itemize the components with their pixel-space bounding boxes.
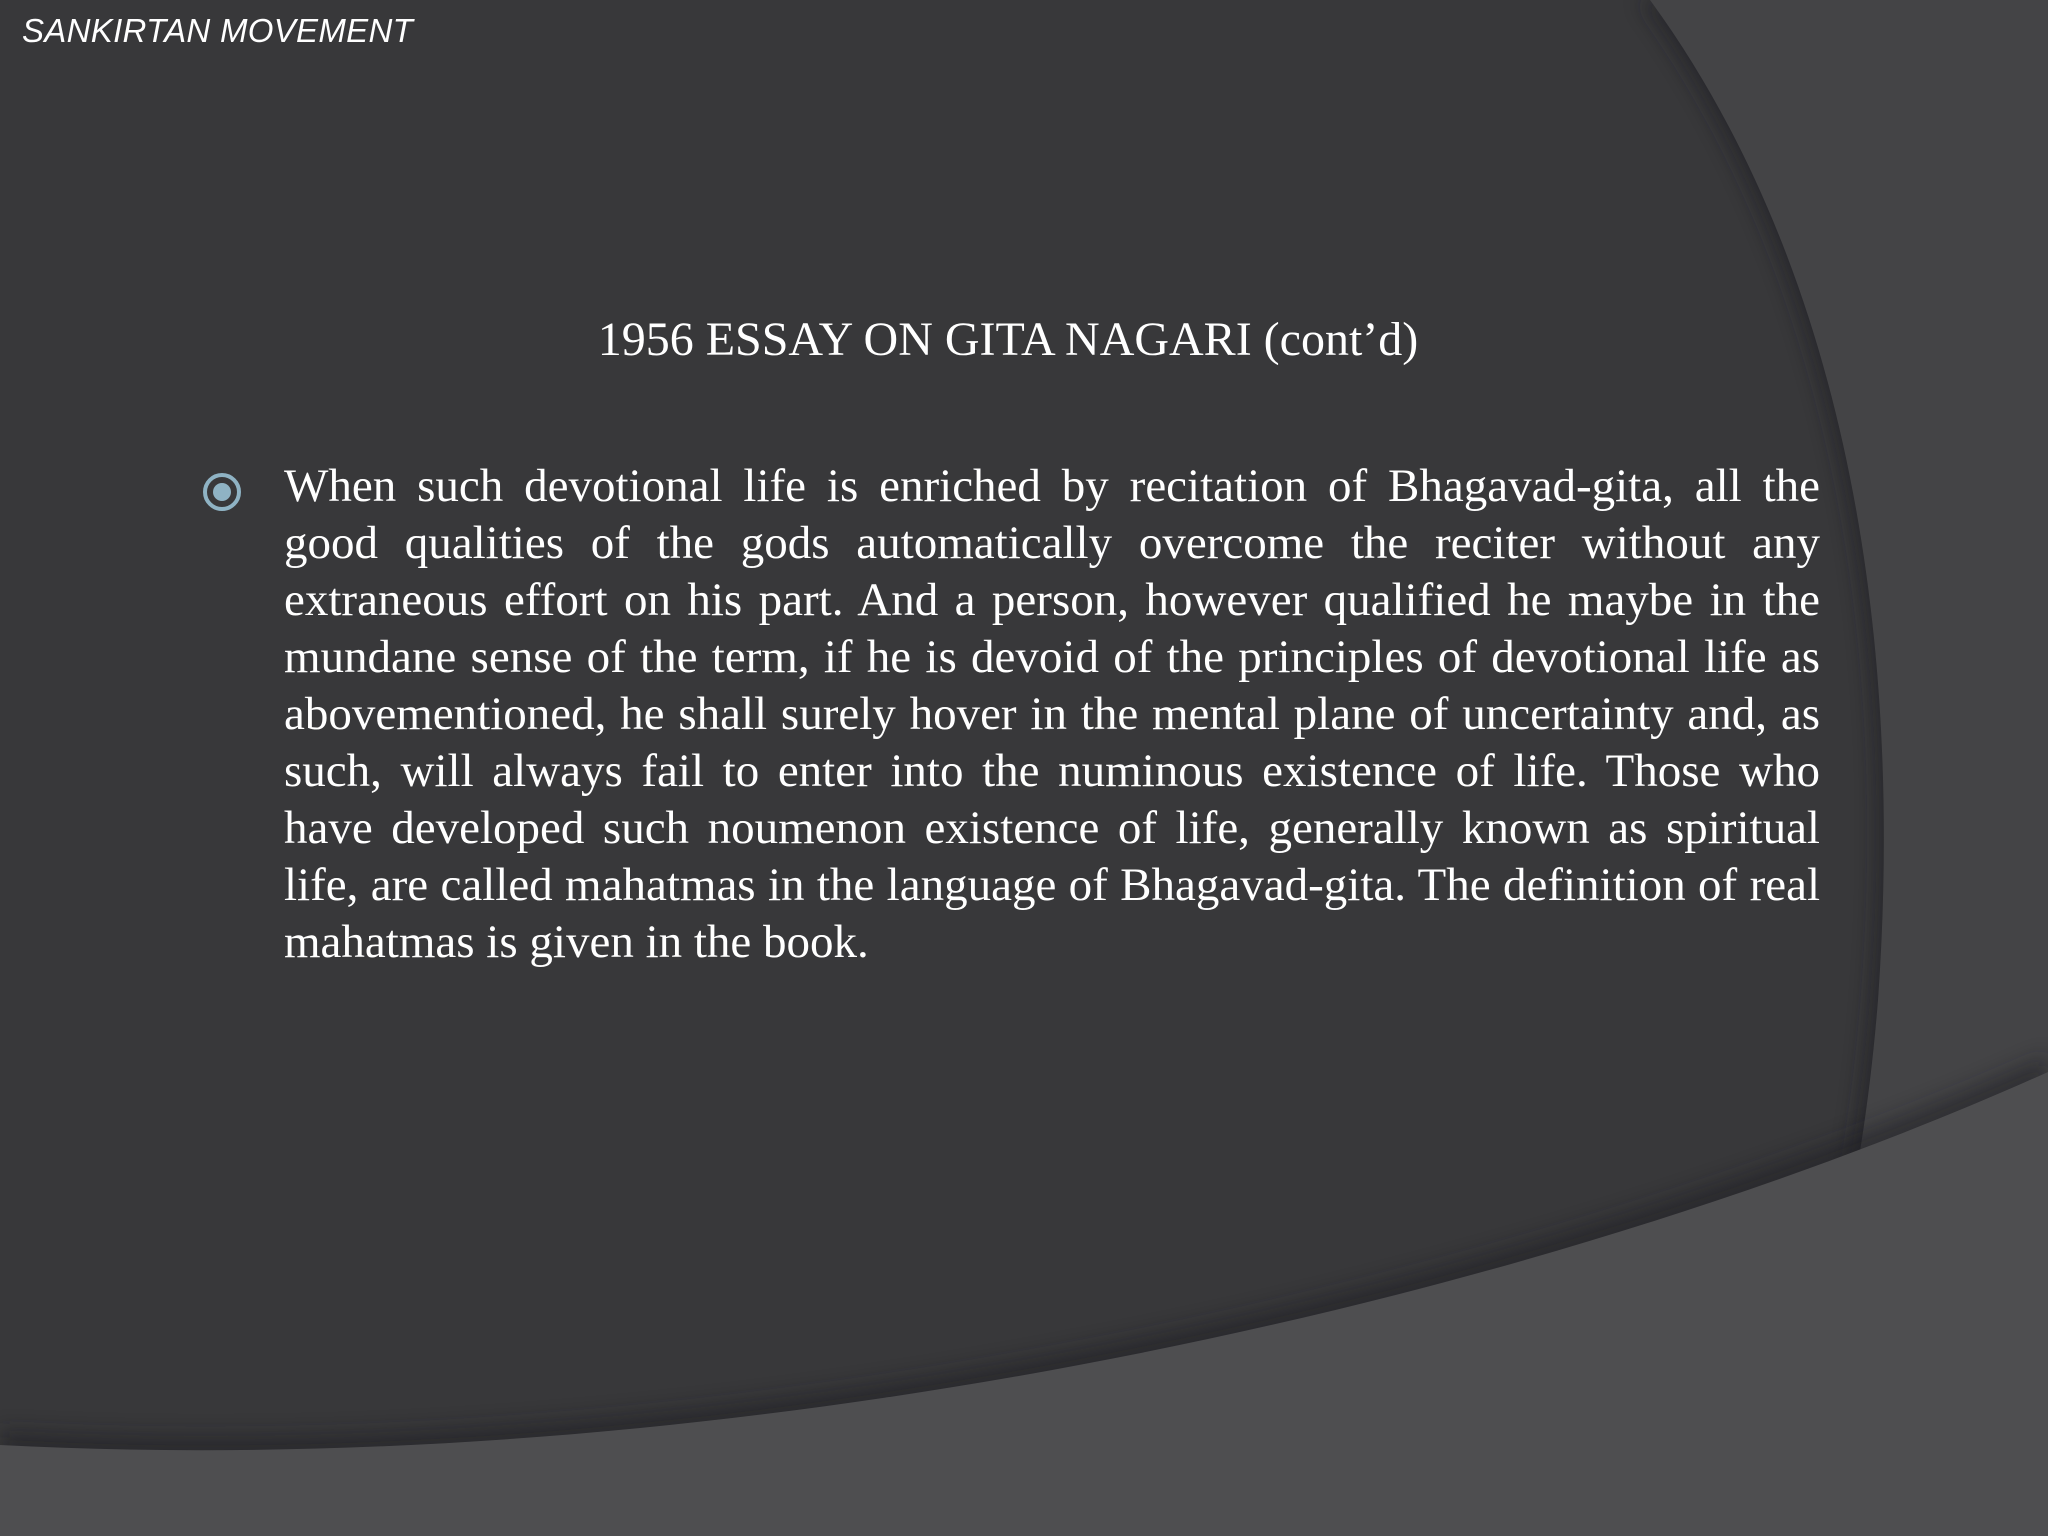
header-label: SANKIRTAN MOVEMENT xyxy=(22,12,414,49)
bullet-text: When such devotional life is enriched by recitation of Bhagavad-gita, all the good qualities of the gods automatically overcome the reciter without any extraneous effort on his part. And a person, however qualified he maybe in the mundane sense of the term, if he is devoid of the principles of devotional life as abovementioned, he shall surely hover in the mental plane of uncertainty and, as such, will always fail to enter into the numinous existence of life. Those who have developed such noumenon existence of life, generally known as spiritual life, are called mahatmas in the language of Bhagavad-gita. The definition of real mahatmas is given in the book. xyxy=(284,460,1820,968)
target-bullet-icon xyxy=(200,470,244,514)
slide-title: 1956 ESSAY ON GITA NAGARI (cont’d) xyxy=(597,313,1419,366)
